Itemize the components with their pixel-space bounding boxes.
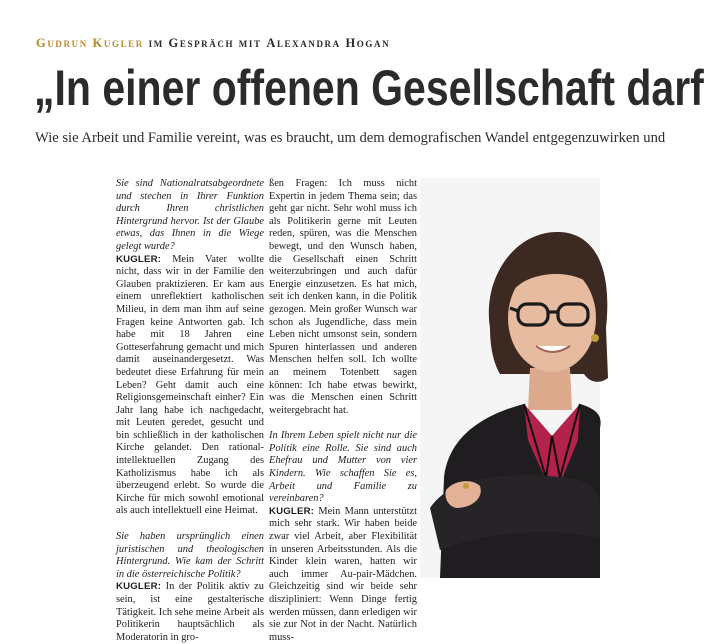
article-kicker (36, 36, 596, 51)
kicker-author: Gudrun Kugler (36, 36, 144, 50)
answer-text: Mein Mann unterstützt mich sehr stark. Wir haben beide zwar viel Arbeit, aber Flexibilität in unseren Arbeitsstunden. Als die Kinder klein waren, hatten wir auch immer Au-pair-Mädchen. Gleichzeitig sind wir beide sehr diszipliniert: Wenn Dinge fertig werden müssen, dann erledigen wir sie zur Not in der Nacht. Natürlich muss- (269, 505, 417, 643)
interview-answer-2 (116, 581, 264, 644)
text-column-1 (116, 178, 264, 643)
interview-answer-3 (269, 506, 417, 644)
article-headline: „In einer offenen Gesellschaft darf (34, 60, 704, 116)
answer-text: In der Politik aktiv zu sein, ist eine gestalterische Tätigkeit. Ich sehe meine Arbeit als Politikerin hauptsächlich als Moderatorin in gro- (116, 581, 264, 643)
interview-question-3: In Ihrem Leben spielt nicht nur die Politik eine Rolle. Sie sind auch Ehefrau und Mutter von vier Kindern. Wie schaffen Sie es, Arbeit und Familie zu vereinbaren? (269, 430, 417, 505)
interview-answer-continued: ßen Fragen: Ich muss nicht Expertin in jedem Thema sein; das geht gar nicht. Sehr wohl muss ich als Politikerin gerne mit Leuten reden, spüren, was die Menschen bewegt, und den Wunsch haben, die Gesellschaft einen Schritt weiterzubringen und auch dafür Energie einzusetzen. Es hat mich, seit ich denken kann, in die Politik gezogen. Mein großer Wunsch war schon als Jugendliche, dass mein Leben nicht umsonst sein, sondern Spuren hinterlassen und anderen Menschen helfen soll. Ich wollte an meinem Totenbett sagen können: Ich habe etwas bewirkt, was die Menschen einen Schritt weitergebracht hat. (269, 178, 417, 416)
speaker-label: KUGLER: (116, 253, 162, 265)
portrait-photo (420, 178, 600, 578)
interview-answer-1 (116, 254, 264, 518)
kicker-guest: Alexandra Hogan (266, 36, 391, 50)
woman-portrait-icon (420, 178, 600, 578)
speaker-label: KUGLER: (116, 581, 162, 593)
speaker-label: KUGLER: (269, 505, 315, 517)
interview-question-2: Sie haben ursprünglich einen juristischen und theologischen Hintergrund. Wie kam der Schritt in die österreichische Politik? (116, 531, 264, 580)
answer-text: Mein Vater wollte nicht, dass wir in der Familie den Glauben praktizieren. Er kam aus einem unreflektiert katholischen Milieu, in dem man ihm auf seine Fragen keine Antworten gab. Ich habe mit 18 Jahren eine Gotteserfahrung gemacht und mich damit auseinandergesetzt. Was bedeutet diese Erfahrung für mein Leben? Geht damit auch eine Religionsgemeinschaft einher? Ein Jahr lang habe ich nachgedacht, mit Leuten geredet, gesucht und bin schließlich in der katholischen Kirche gelandet. Den rational-intellektuellen Zugang des Katholizismus habe ich als überzeugend erlebt. So wurde die Kirche für mich sowohl emotional als auch intellektuell eine Heimat. (116, 253, 264, 517)
interview-question-1: Sie sind Nationalratsabgeordnete und stechen in Ihrer Funktion durch Ihren christlichen Hintergrund hervor. Ist der Glaube etwas, das Ihnen in die Wiege gelegt wurde? (116, 178, 264, 252)
article-dek: Wie sie Arbeit und Familie vereint, was es braucht, um dem demografischen Wandel entgegenzuwirken und (35, 130, 666, 146)
kicker-connector: im Gespräch mit (148, 36, 262, 50)
text-column-2 (269, 178, 417, 643)
